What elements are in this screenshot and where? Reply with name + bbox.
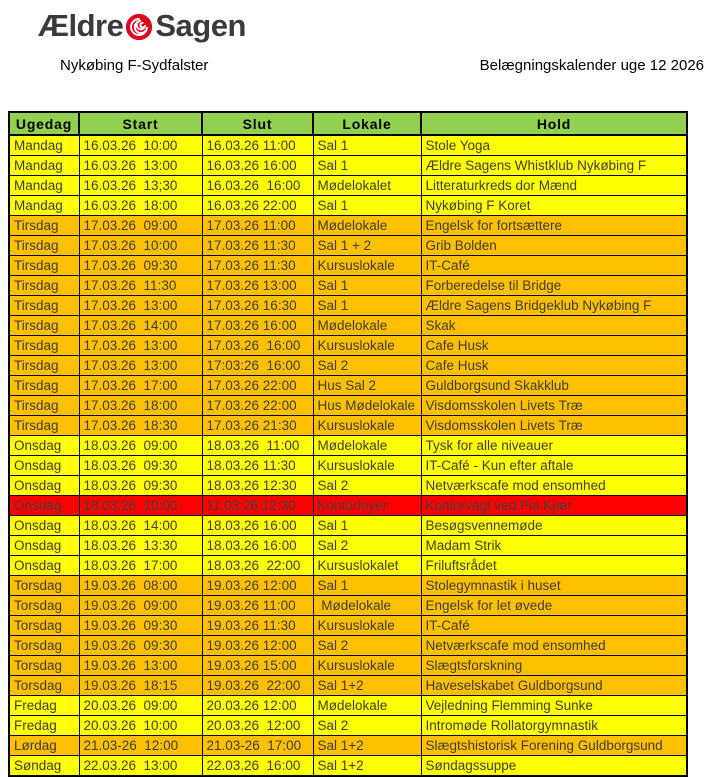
- cell-ugedag: Søndag: [9, 756, 79, 777]
- cell-hold: Visdomsskolen Livets Træ: [421, 396, 687, 416]
- cell-hold: Netværkscafe mod ensomhed: [421, 476, 687, 496]
- cell-hold: Slægtsforskning: [421, 656, 687, 676]
- cell-hold: Guldborgsund Skakklub: [421, 376, 687, 396]
- cell-lokale: Mødelokale: [313, 316, 421, 336]
- col-header-slut: Slut: [202, 112, 313, 135]
- page-header: [0, 57, 709, 74]
- cell-lokale: Sal 1+2: [313, 756, 421, 777]
- cell-slut: 17.03.26 11:00: [202, 216, 313, 236]
- cell-start: 16.03.26 10:00: [79, 135, 202, 156]
- cell-start: 17.03.26 09:00: [79, 216, 202, 236]
- cell-lokale: Sal 2: [313, 716, 421, 736]
- cell-ugedag: Tirsdag: [9, 376, 79, 396]
- cell-lokale: Sal 1: [313, 135, 421, 156]
- cell-ugedag: Onsdag: [9, 436, 79, 456]
- table-row: [9, 756, 687, 777]
- cell-hold: Stolegymnastik i huset: [421, 576, 687, 596]
- cell-lokale: Sal 1 + 2: [313, 236, 421, 256]
- cell-slut: 18.03.26 12:30: [202, 476, 313, 496]
- cell-lokale: Sal 1+2: [313, 676, 421, 696]
- cell-start: 18.03.26 09:30: [79, 456, 202, 476]
- cell-slut: 17.03.26 13:00: [202, 276, 313, 296]
- cell-slut: 19.03.26 11:00: [202, 596, 313, 616]
- table-row: [9, 496, 687, 516]
- cell-slut: 11.03.26 12:30: [202, 496, 313, 516]
- cell-slut: 16.03.26 16:00: [202, 156, 313, 176]
- table-row: [9, 536, 687, 556]
- table-row: [9, 176, 687, 196]
- cell-lokale: Kursuslokalet: [313, 556, 421, 576]
- table-row: [9, 416, 687, 436]
- table-row: [9, 196, 687, 216]
- table-row: [9, 576, 687, 596]
- table-row: [9, 456, 687, 476]
- cell-slut: 22.03.26 16:00: [202, 756, 313, 777]
- cell-lokale: Sal 2: [313, 636, 421, 656]
- cell-start: 17.03.26 13:00: [79, 336, 202, 356]
- cell-slut: 20.03.26 12:00: [202, 716, 313, 736]
- cell-start: 17.03.26 13:00: [79, 296, 202, 316]
- table-row: [9, 376, 687, 396]
- table-row: [9, 236, 687, 256]
- table-row: [9, 476, 687, 496]
- cell-hold: Ældre Sagens Whistklub Nykøbing F: [421, 156, 687, 176]
- table-row: [9, 256, 687, 276]
- cell-lokale: Mødelokale: [313, 696, 421, 716]
- cell-slut: 18.03.26 22:00: [202, 556, 313, 576]
- cell-start: 19.03.26 18:15: [79, 676, 202, 696]
- cell-slut: 21.03-26 17:00: [202, 736, 313, 756]
- cell-lokale: Mødelokale: [313, 216, 421, 236]
- cell-ugedag: Tirsdag: [9, 256, 79, 276]
- cell-hold: Grib Bolden: [421, 236, 687, 256]
- table-row: [9, 736, 687, 756]
- cell-lokale: Kursuslokale: [313, 656, 421, 676]
- table-row: [9, 656, 687, 676]
- cell-ugedag: Fredag: [9, 716, 79, 736]
- cell-start: 19.03.26 13:00: [79, 656, 202, 676]
- cell-hold: Engelsk for let øvede: [421, 596, 687, 616]
- table-row: [9, 696, 687, 716]
- cell-hold: Friluftsrådet: [421, 556, 687, 576]
- cell-hold: IT-Café: [421, 256, 687, 276]
- cell-hold: Vejledning Flemming Sunke: [421, 696, 687, 716]
- cell-ugedag: Tirsdag: [9, 296, 79, 316]
- table-row: [9, 516, 687, 536]
- cell-ugedag: Torsdag: [9, 656, 79, 676]
- cell-hold: Intromøde Rollatorgymnastik: [421, 716, 687, 736]
- cell-ugedag: Tirsdag: [9, 396, 79, 416]
- cell-ugedag: Tirsdag: [9, 336, 79, 356]
- cell-slut: 17:03:26 16:00: [202, 356, 313, 376]
- table-row: [9, 596, 687, 616]
- cell-slut: 17.03.26 11:30: [202, 256, 313, 276]
- cell-hold: Ældre Sagens Bridgeklub Nykøbing F: [421, 296, 687, 316]
- cell-start: 16.03.26 18:00: [79, 196, 202, 216]
- cell-start: 17.03.26 17:00: [79, 376, 202, 396]
- cell-lokale: Mødelokale: [313, 596, 421, 616]
- table-row: [9, 676, 687, 696]
- cell-lokale: Sal 2: [313, 356, 421, 376]
- cell-lokale: Sal 1+2: [313, 736, 421, 756]
- cell-slut: 17.03.26 21:30: [202, 416, 313, 436]
- cell-start: 18.03.26 10:00: [79, 496, 202, 516]
- cell-hold: IT-Café: [421, 616, 687, 636]
- cell-ugedag: Tirsdag: [9, 216, 79, 236]
- cell-start: 20.03.26 09:00: [79, 696, 202, 716]
- cell-ugedag: Mandag: [9, 176, 79, 196]
- cell-hold: Cafe Husk: [421, 356, 687, 376]
- cell-start: 17.03.26 09:30: [79, 256, 202, 276]
- schedule-body: [9, 135, 687, 776]
- table-row: [9, 135, 687, 156]
- cell-slut: 17.03.26 16:30: [202, 296, 313, 316]
- cell-hold: Engelsk for fortsættere: [421, 216, 687, 236]
- cell-start: 17.03.26 10:00: [79, 236, 202, 256]
- cell-ugedag: Tirsdag: [9, 236, 79, 256]
- cell-slut: 16.03.26 16:00: [202, 176, 313, 196]
- schedule-table: [8, 111, 688, 777]
- cell-slut: 20.03.26 12:00: [202, 696, 313, 716]
- cell-start: 20.03.26 10:00: [79, 716, 202, 736]
- table-row: [9, 216, 687, 236]
- cell-start: 22.03.26 13:00: [79, 756, 202, 777]
- table-row: [9, 716, 687, 736]
- cell-slut: 19.03.26 11:30: [202, 616, 313, 636]
- cell-start: 18.03.26 14:00: [79, 516, 202, 536]
- cell-slut: 19.03.26 12:00: [202, 576, 313, 596]
- brand-name-right: Sagen: [155, 8, 246, 43]
- cell-hold: Kontorvagt ved Pia Kjær: [421, 496, 687, 516]
- cell-slut: 17.03.26 22:00: [202, 376, 313, 396]
- cell-lokale: Kursuslokale: [313, 456, 421, 476]
- cell-lokale: Kursuslokale: [313, 616, 421, 636]
- cell-hold: Nykøbing F Koret: [421, 196, 687, 216]
- cell-ugedag: Onsdag: [9, 536, 79, 556]
- table-row: [9, 156, 687, 176]
- cell-slut: 17.03.26 16:00: [202, 316, 313, 336]
- cell-hold: Visdomsskolen Livets Træ: [421, 416, 687, 436]
- cell-start: 19.03.26 09:30: [79, 616, 202, 636]
- table-row: [9, 296, 687, 316]
- cell-start: 17.03.26 13:00: [79, 356, 202, 376]
- cell-ugedag: Tirsdag: [9, 316, 79, 336]
- cell-lokale: Hus Mødelokale: [313, 396, 421, 416]
- cell-hold: Netværkscafe mod ensomhed: [421, 636, 687, 656]
- cell-lokale: Sal 1: [313, 276, 421, 296]
- cell-hold: Besøgsvennemøde: [421, 516, 687, 536]
- cell-start: 18.03.26 17:00: [79, 556, 202, 576]
- cell-ugedag: Onsdag: [9, 456, 79, 476]
- local-chapter-label: Nykøbing F-Sydfalster: [60, 57, 209, 74]
- cell-lokale: Sal 1: [313, 296, 421, 316]
- cell-lokale: Kursuslokale: [313, 416, 421, 436]
- cell-lokale: Sal 1: [313, 156, 421, 176]
- cell-ugedag: Torsdag: [9, 576, 79, 596]
- cell-hold: Haveselskabet Guldborgsund: [421, 676, 687, 696]
- cell-lokale: Sal 2: [313, 536, 421, 556]
- cell-ugedag: Torsdag: [9, 636, 79, 656]
- cell-start: 19.03.26 09:30: [79, 636, 202, 656]
- cell-lokale: Kursuslokale: [313, 336, 421, 356]
- cell-slut: 16.03.26 22:00: [202, 196, 313, 216]
- cell-lokale: Mødelokalet: [313, 176, 421, 196]
- cell-hold: Slægtshistorisk Forening Guldborgsund: [421, 736, 687, 756]
- cell-slut: 17.03.26 22:00: [202, 396, 313, 416]
- cell-slut: 17.03.26 11:30: [202, 236, 313, 256]
- cell-hold: Stole Yoga: [421, 135, 687, 156]
- cell-lokale: Hus Sal 2: [313, 376, 421, 396]
- cell-start: 16.03.26 13;30: [79, 176, 202, 196]
- table-row: [9, 356, 687, 376]
- table-row: [9, 636, 687, 656]
- cell-ugedag: Tirsdag: [9, 356, 79, 376]
- cell-ugedag: Torsdag: [9, 616, 79, 636]
- cell-ugedag: Onsdag: [9, 516, 79, 536]
- cell-start: 17.03.26 18:00: [79, 396, 202, 416]
- cell-slut: 18.03.26 11:30: [202, 456, 313, 476]
- cell-ugedag: Tirsdag: [9, 276, 79, 296]
- cell-ugedag: Onsdag: [9, 476, 79, 496]
- cell-start: 16.03.26 13:00: [79, 156, 202, 176]
- table-row: [9, 336, 687, 356]
- brand-name-left: Ældre: [38, 8, 124, 43]
- cell-lokale: Sal 2: [313, 476, 421, 496]
- cell-lokale: Sal 1: [313, 196, 421, 216]
- col-header-hold: Hold: [421, 112, 687, 135]
- cell-ugedag: Fredag: [9, 696, 79, 716]
- cell-slut: 17.03.26 16:00: [202, 336, 313, 356]
- cell-slut: 16.03.26 11:00: [202, 135, 313, 156]
- cell-start: 17.03.26 14:00: [79, 316, 202, 336]
- cell-hold: Tysk for alle niveauer: [421, 436, 687, 456]
- cell-hold: Søndagssuppe: [421, 756, 687, 777]
- cell-slut: 18.03.26 16:00: [202, 536, 313, 556]
- cell-lokale: Kursuslokale: [313, 256, 421, 276]
- cell-lokale: Kontorfoyer: [313, 496, 421, 516]
- cell-ugedag: Torsdag: [9, 676, 79, 696]
- cell-lokale: Sal 1: [313, 516, 421, 536]
- calendar-title: Belægningskalender uge 12 2026: [479, 57, 704, 74]
- cell-lokale: Sal 1: [313, 576, 421, 596]
- col-header-lokale: Lokale: [313, 112, 421, 135]
- table-row: [9, 616, 687, 636]
- cell-ugedag: Mandag: [9, 196, 79, 216]
- cell-start: 21.03-26 12:00: [79, 736, 202, 756]
- cell-lokale: Mødelokale: [313, 436, 421, 456]
- cell-ugedag: Onsdag: [9, 496, 79, 516]
- cell-ugedag: Torsdag: [9, 596, 79, 616]
- header-row: [9, 112, 687, 135]
- cell-start: 18.03.26 13:30: [79, 536, 202, 556]
- cell-ugedag: Lørdag: [9, 736, 79, 756]
- cell-start: 17.03.26 11:30: [79, 276, 202, 296]
- cell-hold: Litteraturkreds dor Mænd: [421, 176, 687, 196]
- cell-ugedag: Mandag: [9, 135, 79, 156]
- brand-logo: [38, 8, 246, 44]
- cell-start: 18.03.26 09:00: [79, 436, 202, 456]
- cell-ugedag: Onsdag: [9, 556, 79, 576]
- cell-start: 17.03.26 18:30: [79, 416, 202, 436]
- cell-hold: Madam Strik: [421, 536, 687, 556]
- cell-hold: IT-Café - Kun efter aftale: [421, 456, 687, 476]
- cell-hold: Forberedelse til Bridge: [421, 276, 687, 296]
- cell-hold: Cafe Husk: [421, 336, 687, 356]
- cell-slut: 19.03.26 12:00: [202, 636, 313, 656]
- cell-hold: Skak: [421, 316, 687, 336]
- table-row: [9, 276, 687, 296]
- cell-start: 19.03.26 09:00: [79, 596, 202, 616]
- table-row: [9, 316, 687, 336]
- swirl-icon: [124, 12, 154, 42]
- cell-slut: 19.03.26 22:00: [202, 676, 313, 696]
- col-header-start: Start: [79, 112, 202, 135]
- cell-start: 18.03.26 09:30: [79, 476, 202, 496]
- cell-slut: 19.03.26 15:00: [202, 656, 313, 676]
- cell-ugedag: Tirsdag: [9, 416, 79, 436]
- cell-start: 19.03.26 08:00: [79, 576, 202, 596]
- table-row: [9, 396, 687, 416]
- cell-slut: 18.03.26 16:00: [202, 516, 313, 536]
- table-row: [9, 436, 687, 456]
- cell-ugedag: Mandag: [9, 156, 79, 176]
- table-header: [9, 112, 687, 135]
- cell-slut: 18.03.26 11:00: [202, 436, 313, 456]
- table-row: [9, 556, 687, 576]
- col-header-ugedag: Ugedag: [9, 112, 79, 135]
